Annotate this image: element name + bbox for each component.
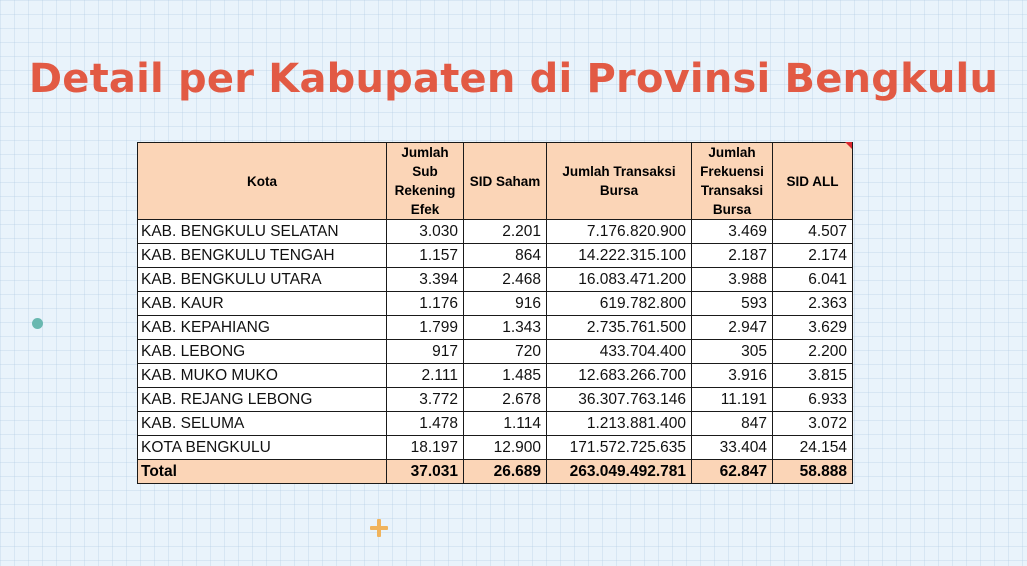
table-cell: 619.782.800	[547, 292, 692, 316]
table-cell: 593	[692, 292, 773, 316]
table-row	[138, 220, 853, 244]
total-cell: 26.689	[464, 460, 547, 484]
table-cell: 3.072	[773, 412, 853, 436]
table-cell: 917	[387, 340, 464, 364]
table-cell: 433.704.400	[547, 340, 692, 364]
table-cell: 12.900	[464, 436, 547, 460]
table-cell: 3.988	[692, 268, 773, 292]
row-label: KAB. BENGKULU TENGAH	[138, 244, 387, 268]
table-cell: 1.485	[464, 364, 547, 388]
table-cell: 2.200	[773, 340, 853, 364]
table-row	[138, 340, 853, 364]
table-cell: 1.157	[387, 244, 464, 268]
decorative-dot	[32, 318, 43, 329]
table-row	[138, 268, 853, 292]
table-cell: 2.201	[464, 220, 547, 244]
table-row	[138, 412, 853, 436]
total-cell: 263.049.492.781	[547, 460, 692, 484]
row-label: KAB. REJANG LEBONG	[138, 388, 387, 412]
table-cell: 3.394	[387, 268, 464, 292]
column-header-sid-saham: SID Saham	[464, 143, 547, 220]
table-cell: 6.933	[773, 388, 853, 412]
table-cell: 2.363	[773, 292, 853, 316]
table-cell: 3.469	[692, 220, 773, 244]
kabupaten-table	[137, 142, 853, 484]
table-cell: 1.799	[387, 316, 464, 340]
table-cell: 1.343	[464, 316, 547, 340]
table-row	[138, 364, 853, 388]
table-cell: 16.083.471.200	[547, 268, 692, 292]
table-cell: 3.030	[387, 220, 464, 244]
table-cell: 847	[692, 412, 773, 436]
table-cell: 3.916	[692, 364, 773, 388]
table-cell: 6.041	[773, 268, 853, 292]
total-cell: 37.031	[387, 460, 464, 484]
table-header-row	[138, 143, 853, 220]
total-cell: 62.847	[692, 460, 773, 484]
row-label: KAB. SELUMA	[138, 412, 387, 436]
table-cell: 2.947	[692, 316, 773, 340]
table-cell: 3.629	[773, 316, 853, 340]
table-cell: 1.176	[387, 292, 464, 316]
plus-icon	[369, 518, 389, 538]
table-cell: 33.404	[692, 436, 773, 460]
table-cell: 2.174	[773, 244, 853, 268]
table-cell: 12.683.266.700	[547, 364, 692, 388]
table-cell: 2.187	[692, 244, 773, 268]
table-cell: 7.176.820.900	[547, 220, 692, 244]
row-label: KAB. KEPAHIANG	[138, 316, 387, 340]
table-cell: 11.191	[692, 388, 773, 412]
table-cell: 36.307.763.146	[547, 388, 692, 412]
table-row	[138, 244, 853, 268]
table-cell: 1.114	[464, 412, 547, 436]
table-cell: 2.735.761.500	[547, 316, 692, 340]
column-header-sub-rekening: Jumlah Sub Rekening Efek	[387, 143, 464, 220]
row-label: KAB. LEBONG	[138, 340, 387, 364]
total-label: Total	[138, 460, 387, 484]
table-cell: 864	[464, 244, 547, 268]
row-label: KAB. BENGKULU UTARA	[138, 268, 387, 292]
table-cell: 1.213.881.400	[547, 412, 692, 436]
column-header-transaksi-bursa: Jumlah Transaksi Bursa	[547, 143, 692, 220]
table-cell: 305	[692, 340, 773, 364]
comment-marker	[845, 142, 852, 149]
row-label: KAB. KAUR	[138, 292, 387, 316]
table-cell: 171.572.725.635	[547, 436, 692, 460]
table-cell: 2.678	[464, 388, 547, 412]
table-cell: 24.154	[773, 436, 853, 460]
table-cell: 18.197	[387, 436, 464, 460]
table-row	[138, 436, 853, 460]
row-label: KAB. BENGKULU SELATAN	[138, 220, 387, 244]
table-cell: 3.772	[387, 388, 464, 412]
total-cell: 58.888	[773, 460, 853, 484]
table-row	[138, 316, 853, 340]
column-header-kota: Kota	[138, 143, 387, 220]
table-cell: 916	[464, 292, 547, 316]
table-cell: 3.815	[773, 364, 853, 388]
row-label: KAB. MUKO MUKO	[138, 364, 387, 388]
total-row	[138, 460, 853, 484]
table-row	[138, 388, 853, 412]
table-cell: 2.111	[387, 364, 464, 388]
row-label: KOTA BENGKULU	[138, 436, 387, 460]
table-cell: 2.468	[464, 268, 547, 292]
table-cell: 1.478	[387, 412, 464, 436]
page-title: Detail per Kabupaten di Provinsi Bengkulu	[28, 56, 999, 102]
table-cell: 14.222.315.100	[547, 244, 692, 268]
table-cell: 4.507	[773, 220, 853, 244]
table-cell: 720	[464, 340, 547, 364]
table-row	[138, 292, 853, 316]
column-header-sid-all: SID ALL	[773, 143, 853, 220]
column-header-frekuensi: Jumlah Frekuensi Transaksi Bursa	[692, 143, 773, 220]
